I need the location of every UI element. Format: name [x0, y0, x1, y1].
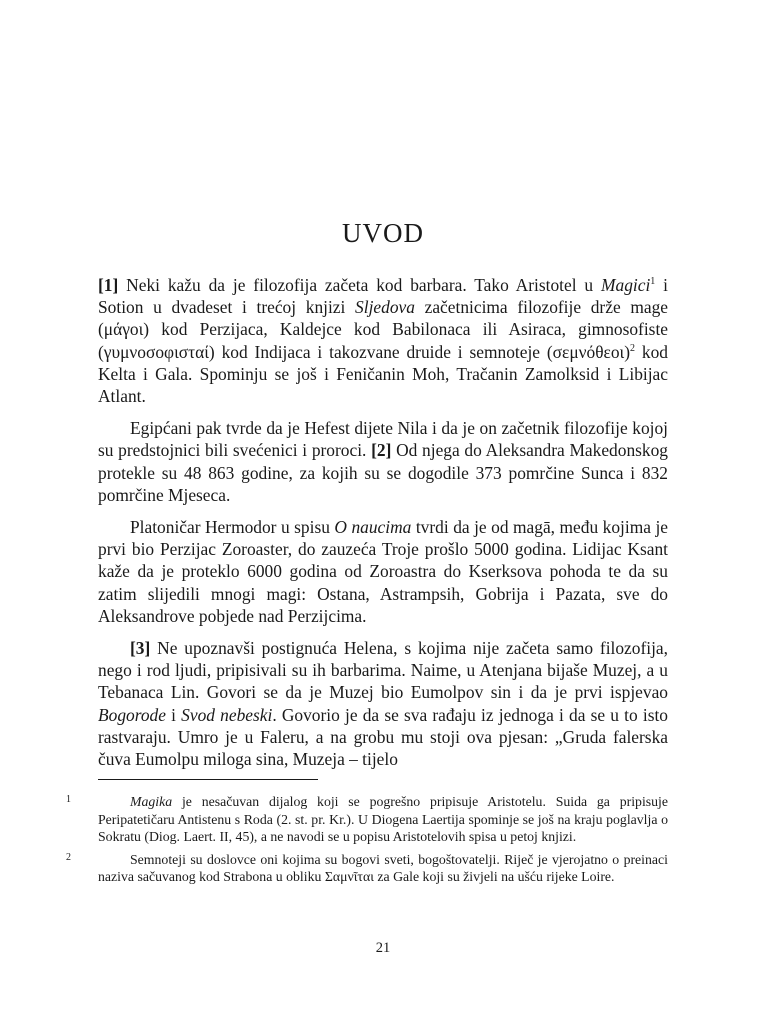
- paragraph-4: [98, 637, 668, 770]
- paragraph-2-text-a: Egipćani pak tvrde da je Hefest dijete Nila i da je on začetnik filozofije kojoj su predstojnici bili svećenici i proroci.: [98, 418, 668, 461]
- main-text: [98, 274, 668, 780]
- footnote-number-2: 2: [66, 851, 71, 863]
- book-page: [66, 0, 668, 1024]
- footnote-1: [66, 793, 668, 846]
- section-marker-3: [3]: [130, 638, 151, 659]
- chapter-title: UVOD: [342, 218, 424, 248]
- page-number: 21: [375, 940, 391, 956]
- footnote-number-1: 1: [66, 794, 71, 805]
- paragraph-1-text-a: Neki kažu da je filozofija začeta kod barbara. Tako Aristotel u: [118, 275, 602, 295]
- title-sljedova: Sljedova: [355, 297, 415, 318]
- paragraph-1-text-b: i Sotion u dvadeset i trećoj knjizi: [98, 275, 668, 318]
- paragraph-1-text-c: začetnicima filozofije drže mage (μάγοι) kod Perzijaca, Kaldejce kod Babilonaca ili Asiraca, gimnosofiste (γυμνοσοφισταί) kod Indijaca i takozvane druide i semnoteje (σεμνόθεοι): [98, 297, 668, 362]
- section-marker-2: [2]: [371, 440, 392, 461]
- paragraph-2-text-b: Od njega do Aleksandra Makedonskog protekle su 48 863 godine, za kojih su se dogodile 373 pomrčine Sunca i 832 pomrčine Mjeseca.: [98, 440, 668, 505]
- footnote-separator: [98, 779, 318, 780]
- footnotes: [66, 793, 668, 891]
- paragraph-4-text-b: i: [165, 704, 182, 725]
- paragraph-2: [98, 417, 668, 506]
- footnote-2-text: Semnoteji su doslovce oni kojima su bogovi sveti, bogoštovatelji. Riječ je vjerojatno o preinaci naziva sačuvanog kod Strabona u obliku Σαμνῖται za Gale koji su živjeli na ušću rijeke Loire.: [98, 851, 668, 885]
- title-o-naucima: O naucima: [334, 517, 412, 538]
- footnote-1-title: Magika: [130, 794, 173, 809]
- title-magici: Magici: [601, 275, 651, 295]
- paragraph-4-text-a: Ne upoznavši postignuća Helena, s kojima nije začeta samo filozofija, nego i rod ljudi, pripisivali su ih barbarima. Naime, u Atenjana bijaše Muzej, a u Tebanaca Lin. Govori se da je Muzej bio Eumolpov sin i da je prvi ispjevao: [98, 638, 668, 703]
- footnote-2: [66, 851, 668, 886]
- section-marker-1: [1]: [98, 275, 119, 295]
- paragraph-1-text-d: kod Kelta i Gala. Spominju se još i Feničanin Moh, Tračanin Zamolksid i Libijac Atlant.: [98, 341, 668, 407]
- paragraph-1: [98, 274, 668, 407]
- paragraph-3: [98, 516, 668, 627]
- footnote-1-text: je nesačuvan dijalog koji se pogrešno pripisuje Aristotelu. Suida ga pripisuje Peripatetičaru Antistenu s Roda (2. st. pr. Kr.). U Diogena Laertija spominje se još na kraju poglavlja o Sokratu (Diog. Laert. II, 45), a ne navodi se u popisu Aristotelovih spisa u petoj knjizi.: [98, 794, 668, 845]
- title-bogorode: Bogorode: [98, 704, 166, 725]
- footnote-ref-2[interactable]: 2: [630, 342, 636, 354]
- footnote-ref-1[interactable]: 1: [650, 276, 656, 288]
- paragraph-4-text-c: . Govorio je da se sva rađaju iz jednoga i da se u to isto rastvaraju. Umro je u Faleru, a na grobu mu stoji ova pjesan: „Gruda falerska čuva Eumolpu miloga sina, Muzeja – tijelo: [98, 704, 668, 770]
- paragraph-3-text-a: Platoničar Hermodor u spisu: [130, 517, 335, 538]
- title-svod-nebeski: Svod nebeski: [181, 704, 273, 725]
- paragraph-3-text-b: tvrdi da je od magā, među kojima je prvi bio Perzijac Zoroaster, do zauzeća Troje prošlo 5000 godina. Lidijac Ksant kaže da je proteklo 6000 godina od Zoroastra do Kserksova pohoda te da su zatim slijedili mnogi magi: Ostana, Astrampsih, Gobrija i Pazata, sve do Aleksandrove pobjede nad Perzijcima.: [98, 517, 668, 626]
